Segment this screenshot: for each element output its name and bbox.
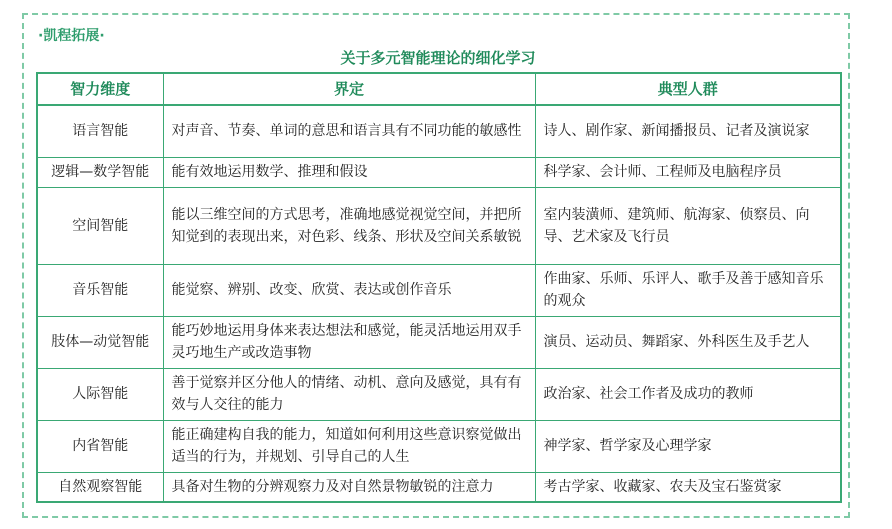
- row-definition: 能以三维空间的方式思考，准确地感觉视觉空间，并把所知觉到的表现出来，对色彩、线条、形状及空间关系敏锐: [163, 187, 535, 264]
- row-people: 神学家、哲学家及心理学家: [535, 420, 841, 472]
- section-tag: ·凯程拓展·: [38, 28, 105, 44]
- row-definition: 能巧妙地运用身体来表达想法和感觉，能灵活地运用双手灵巧地生产或改造事物: [163, 316, 535, 368]
- intelligence-table: [36, 72, 842, 503]
- row-dimension: 语言智能: [37, 105, 163, 157]
- row-dimension: 内省智能: [37, 420, 163, 472]
- row-dimension: 音乐智能: [37, 264, 163, 316]
- row-definition: 能正确建构自我的能力，知道如何利用这些意识察觉做出适当的行为，并规划、引导自己的人生: [163, 420, 535, 472]
- table-row: [37, 472, 841, 502]
- row-people: 诗人、剧作家、新闻播报员、记者及演说家: [535, 105, 841, 157]
- header-dimension: 智力维度: [37, 73, 163, 105]
- table-row: [37, 157, 841, 187]
- row-people: 作曲家、乐师、乐评人、歌手及善于感知音乐的观众: [535, 264, 841, 316]
- table-row: [37, 264, 841, 316]
- table-row: [37, 316, 841, 368]
- row-people: 室内装潢师、建筑师、航海家、侦察员、向导、艺术家及飞行员: [535, 187, 841, 264]
- row-people: 考古学家、收藏家、农夫及宝石鉴赏家: [535, 472, 841, 502]
- row-people: 演员、运动员、舞蹈家、外科医生及手艺人: [535, 316, 841, 368]
- row-people: 科学家、会计师、工程师及电脑程序员: [535, 157, 841, 187]
- row-dimension: 空间智能: [37, 187, 163, 264]
- table-row: [37, 187, 841, 264]
- header-people: 典型人群: [535, 73, 841, 105]
- row-definition: 能有效地运用数学、推理和假设: [163, 157, 535, 187]
- table-row: [37, 420, 841, 472]
- row-definition: 具备对生物的分辨观察力及对自然景物敏锐的注意力: [163, 472, 535, 502]
- row-dimension: 逻辑—数学智能: [37, 157, 163, 187]
- row-dimension: 人际智能: [37, 368, 163, 420]
- row-people: 政治家、社会工作者及成功的教师: [535, 368, 841, 420]
- table-title: 关于多元智能理论的细化学习: [340, 49, 536, 67]
- row-dimension: 自然观察智能: [37, 472, 163, 502]
- table-header-row: [37, 73, 841, 105]
- row-dimension: 肢体—动觉智能: [37, 316, 163, 368]
- header-definition: 界定: [163, 73, 535, 105]
- table-row: [37, 368, 841, 420]
- table-row: [37, 105, 841, 157]
- row-definition: 能觉察、辨别、改变、欣赏、表达或创作音乐: [163, 264, 535, 316]
- row-definition: 善于觉察并区分他人的情绪、动机、意向及感觉，具有有效与人交往的能力: [163, 368, 535, 420]
- row-definition: 对声音、节奏、单词的意思和语言具有不同功能的敏感性: [163, 105, 535, 157]
